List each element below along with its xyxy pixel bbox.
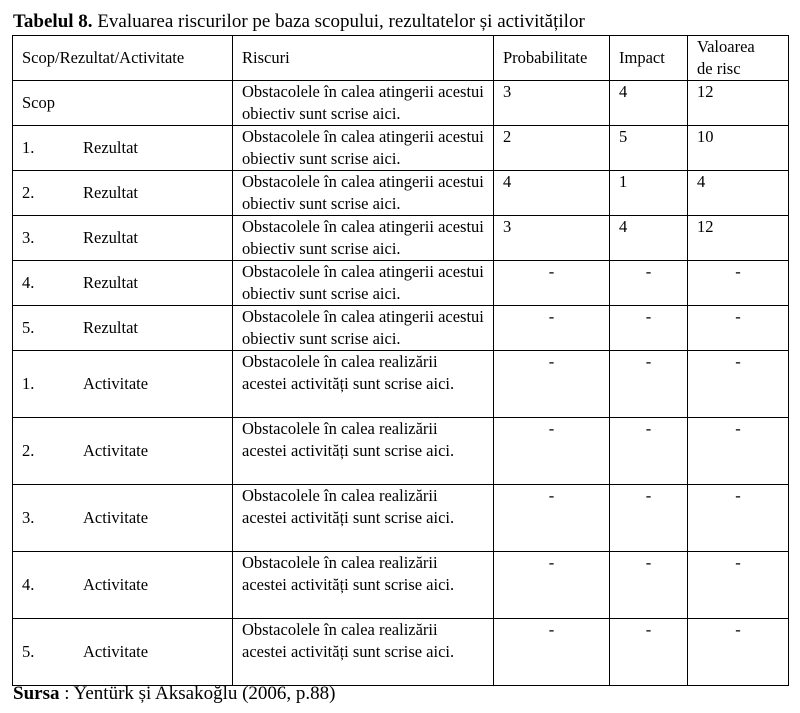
header-risk-value-line2: de risc <box>697 59 741 78</box>
row-number: 1. <box>22 138 35 157</box>
row-risk: Obstacolele în calea realizării acestei activități sunt scrise aici. <box>233 351 494 418</box>
row-impact: - <box>610 619 688 686</box>
header-row <box>13 36 789 81</box>
row-number: 2. <box>22 183 35 202</box>
row-risk-value: 4 <box>688 171 789 216</box>
row-label: Activitate <box>83 441 149 460</box>
row-probability: 2 <box>494 126 610 171</box>
table-row <box>13 216 789 261</box>
row-label-cell <box>13 485 233 552</box>
caption-text: Evaluarea riscurilor pe baza scopului, rezultatelor și activităților <box>92 11 585 32</box>
row-probability: 3 <box>494 81 610 126</box>
row-number: 4. <box>22 575 35 594</box>
row-label-cell <box>13 306 233 351</box>
row-probability: - <box>494 485 610 552</box>
row-risk-value: - <box>688 485 789 552</box>
risk-table <box>12 35 789 686</box>
row-risk-value: - <box>688 351 789 418</box>
row-probability: - <box>494 418 610 485</box>
row-risk: Obstacolele în calea atingerii acestui obiectiv sunt scrise aici. <box>233 216 494 261</box>
row-risk: Obstacolele în calea realizării acestei activități sunt scrise aici. <box>233 552 494 619</box>
row-risk-value: - <box>688 619 789 686</box>
row-risk: Obstacolele în calea atingerii acestui obiectiv sunt scrise aici. <box>233 306 494 351</box>
table-row <box>13 552 789 619</box>
row-risk-value: - <box>688 261 789 306</box>
row-impact: - <box>610 485 688 552</box>
row-risk-value: - <box>688 552 789 619</box>
row-impact: - <box>610 306 688 351</box>
row-label: Scop <box>22 93 55 112</box>
row-number: 5. <box>22 642 35 661</box>
caption-label: Tabelul 8. <box>13 11 93 32</box>
row-label: Rezultat <box>83 273 138 292</box>
row-label-cell <box>13 216 233 261</box>
row-probability: - <box>494 261 610 306</box>
header-impact: Impact <box>610 36 688 81</box>
row-impact: 4 <box>610 81 688 126</box>
row-label: Activitate <box>83 374 149 393</box>
row-probability: - <box>494 552 610 619</box>
row-label: Activitate <box>83 642 149 661</box>
row-risk-value: 12 <box>688 81 789 126</box>
row-risk-value: 12 <box>688 216 789 261</box>
header-risk-value <box>688 36 789 81</box>
row-impact: - <box>610 418 688 485</box>
header-probability: Probabilitate <box>494 36 610 81</box>
header-risk-value-line1: Valoarea <box>697 37 755 56</box>
row-probability: 4 <box>494 171 610 216</box>
table-row <box>13 485 789 552</box>
source-text: : Yentürk și Aksakoğlu (2006, p.88) <box>59 683 336 704</box>
row-risk: Obstacolele în calea realizării acestei activități sunt scrise aici. <box>233 619 494 686</box>
table-caption <box>13 11 585 33</box>
table-row <box>13 126 789 171</box>
row-label-cell <box>13 351 233 418</box>
row-probability: - <box>494 306 610 351</box>
row-probability: - <box>494 619 610 686</box>
header-scope: Scop/Rezultat/Activitate <box>13 36 233 81</box>
row-label: Rezultat <box>83 318 138 337</box>
source-label: Sursa <box>13 683 60 704</box>
row-impact: 5 <box>610 126 688 171</box>
row-impact: 4 <box>610 216 688 261</box>
row-label-cell <box>13 81 233 126</box>
row-label: Activitate <box>83 575 149 594</box>
row-label: Activitate <box>83 508 149 527</box>
table-row <box>13 418 789 485</box>
row-risk: Obstacolele în calea atingerii acestui obiectiv sunt scrise aici. <box>233 81 494 126</box>
row-risk: Obstacolele în calea realizării acestei activități sunt scrise aici. <box>233 418 494 485</box>
row-label-cell <box>13 619 233 686</box>
row-impact: - <box>610 351 688 418</box>
row-risk-value: - <box>688 418 789 485</box>
source-note <box>13 683 336 705</box>
table-row <box>13 261 789 306</box>
row-label-cell <box>13 552 233 619</box>
table-row <box>13 81 789 126</box>
row-number: 5. <box>22 318 35 337</box>
row-label: Rezultat <box>83 183 138 202</box>
row-risk-value: 10 <box>688 126 789 171</box>
row-probability: - <box>494 351 610 418</box>
row-risk: Obstacolele în calea realizării acestei activități sunt scrise aici. <box>233 485 494 552</box>
table-row <box>13 306 789 351</box>
row-risk-value: - <box>688 306 789 351</box>
header-risks: Riscuri <box>233 36 494 81</box>
row-impact: - <box>610 552 688 619</box>
row-label-cell <box>13 418 233 485</box>
row-label-cell <box>13 171 233 216</box>
table-row <box>13 619 789 686</box>
row-number: 2. <box>22 441 35 460</box>
row-number: 3. <box>22 228 35 247</box>
row-number: 4. <box>22 273 35 292</box>
table-row <box>13 351 789 418</box>
row-risk: Obstacolele în calea atingerii acestui obiectiv sunt scrise aici. <box>233 171 494 216</box>
row-impact: 1 <box>610 171 688 216</box>
row-number: 1. <box>22 374 35 393</box>
row-label: Rezultat <box>83 228 138 247</box>
row-label-cell <box>13 126 233 171</box>
table-row <box>13 171 789 216</box>
row-risk: Obstacolele în calea atingerii acestui obiectiv sunt scrise aici. <box>233 126 494 171</box>
row-label-cell <box>13 261 233 306</box>
row-probability: 3 <box>494 216 610 261</box>
row-label: Rezultat <box>83 138 138 157</box>
row-impact: - <box>610 261 688 306</box>
row-risk: Obstacolele în calea atingerii acestui obiectiv sunt scrise aici. <box>233 261 494 306</box>
row-number: 3. <box>22 508 35 527</box>
